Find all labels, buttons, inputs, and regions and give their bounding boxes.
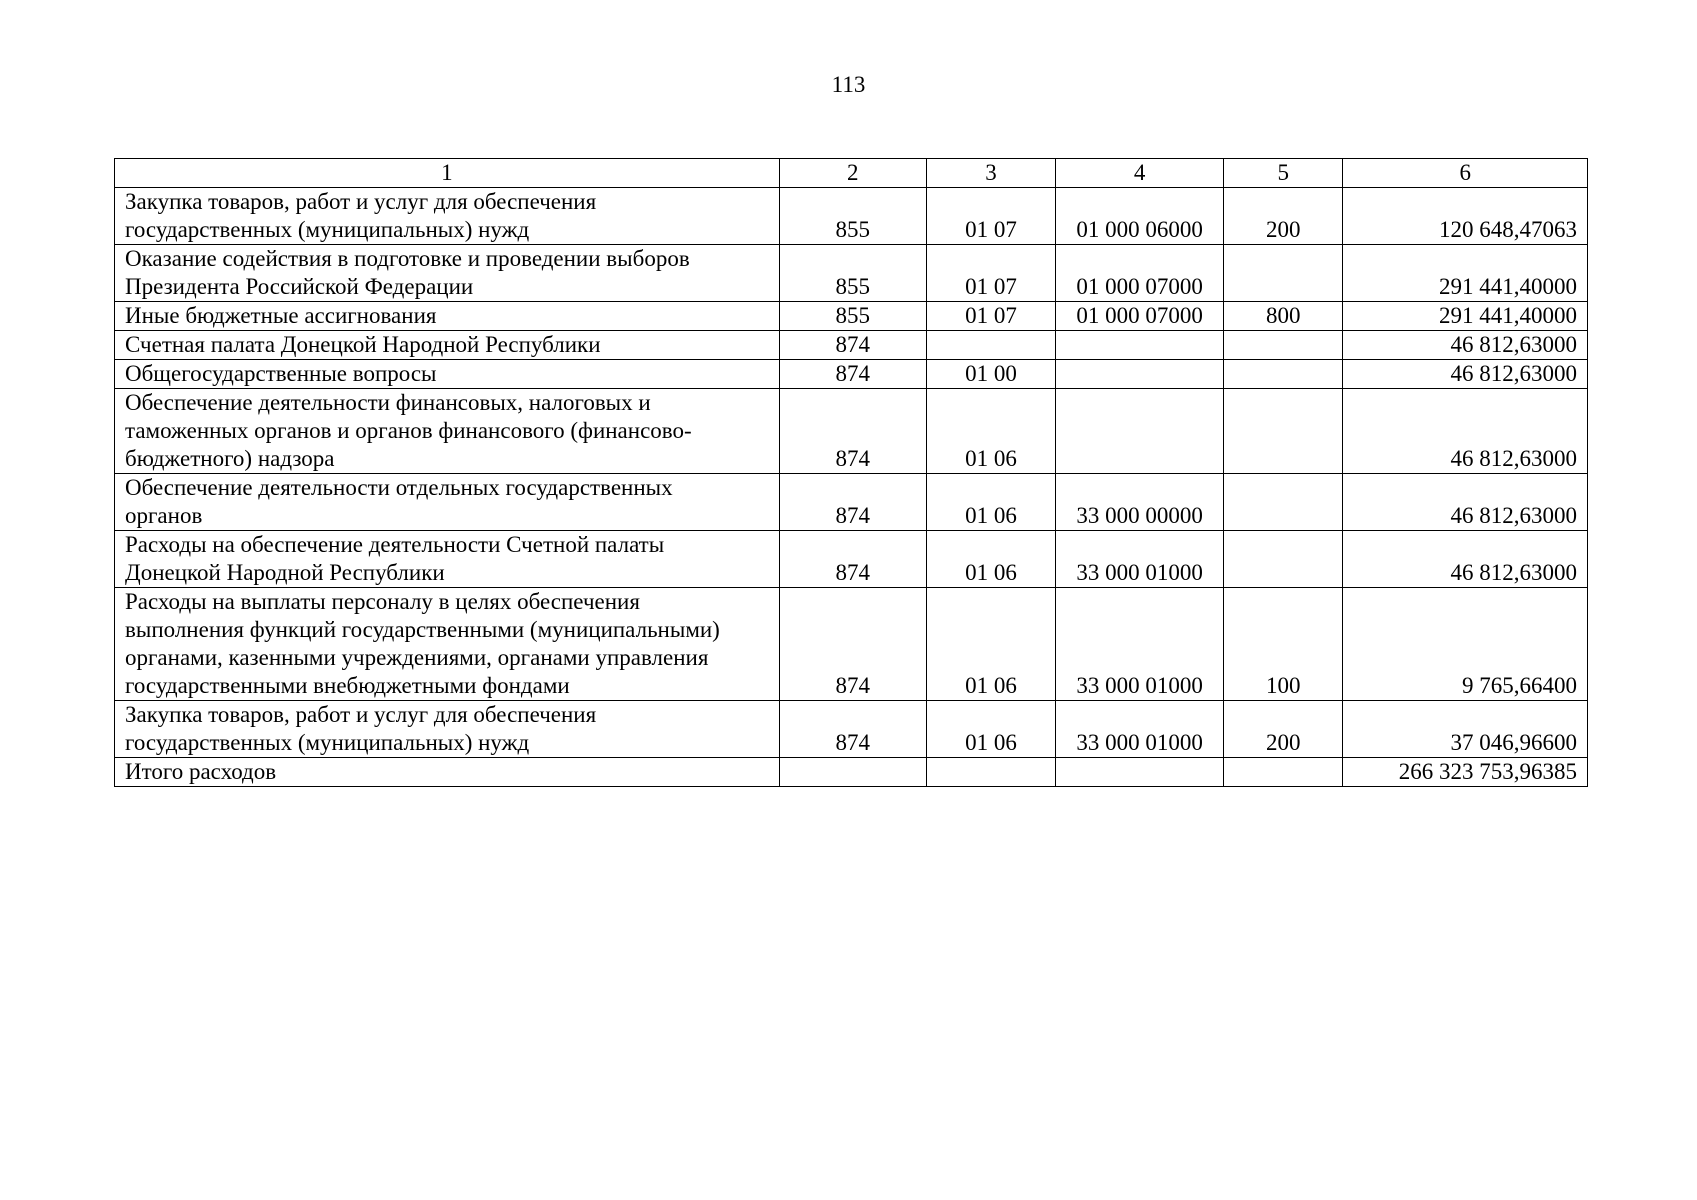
row-name-line: Закупка товаров, работ и услуг для обеспечения — [125, 702, 597, 727]
row-amount-cell: 46 812,63000 — [1343, 474, 1588, 531]
row-amount-cell: 46 812,63000 — [1343, 331, 1588, 360]
column-header-4: 4 — [1056, 159, 1224, 188]
row-name-cell — [115, 474, 780, 531]
row-code-cell: 855 — [779, 302, 926, 331]
row-section-cell: 01 07 — [926, 245, 1055, 302]
row-amount-cell: 291 441,40000 — [1343, 245, 1588, 302]
row-name-cell — [115, 360, 780, 389]
row-name-cell — [115, 245, 780, 302]
row-expense-type-cell — [1224, 360, 1343, 389]
row-code-cell: 874 — [779, 531, 926, 588]
row-amount-cell: 291 441,40000 — [1343, 302, 1588, 331]
row-section-cell: 01 06 — [926, 474, 1055, 531]
row-name-cell — [115, 331, 780, 360]
row-target-cell: 01 000 07000 — [1056, 302, 1224, 331]
row-section-cell — [926, 331, 1055, 360]
row-name-line: органами, казенными учреждениями, органами управления — [125, 645, 709, 670]
row-name-cell — [115, 188, 780, 245]
row-amount-cell: 120 648,47063 — [1343, 188, 1588, 245]
table-row — [115, 701, 1588, 758]
table-row — [115, 531, 1588, 588]
row-code-cell: 874 — [779, 331, 926, 360]
row-expense-type-cell: 100 — [1224, 588, 1343, 701]
row-name-line: выполнения функций государственными (муниципальными) — [125, 617, 720, 642]
table-row — [115, 474, 1588, 531]
table-row — [115, 360, 1588, 389]
row-target-cell: 33 000 01000 — [1056, 531, 1224, 588]
row-expense-type-cell — [1224, 474, 1343, 531]
row-target-cell: 33 000 00000 — [1056, 474, 1224, 531]
row-target-cell: 01 000 06000 — [1056, 188, 1224, 245]
row-amount-cell: 37 046,96600 — [1343, 701, 1588, 758]
row-section-cell: 01 00 — [926, 360, 1055, 389]
row-name-line: Счетная палата Донецкой Народной Республики — [125, 332, 601, 357]
budget-table — [114, 158, 1588, 787]
row-target-cell — [1056, 389, 1224, 474]
row-name-cell — [115, 389, 780, 474]
row-target-cell: 01 000 07000 — [1056, 245, 1224, 302]
row-name-cell — [115, 531, 780, 588]
table-row — [115, 758, 1588, 787]
row-name-line: Расходы на выплаты персоналу в целях обеспечения — [125, 589, 640, 614]
row-name-line: Расходы на обеспечение деятельности Счетной палаты — [125, 532, 665, 557]
row-name-line: таможенных органов и органов финансового (финансово- — [125, 418, 692, 443]
row-name-line: Обеспечение деятельности финансовых, налоговых и — [125, 390, 651, 415]
column-header-1: 1 — [115, 159, 780, 188]
row-code-cell: 874 — [779, 474, 926, 531]
page-number: 113 — [831, 72, 866, 97]
table-row — [115, 188, 1588, 245]
row-name-line: Закупка товаров, работ и услуг для обеспечения — [125, 189, 597, 214]
table-row — [115, 389, 1588, 474]
row-code-cell: 855 — [779, 188, 926, 245]
row-target-cell — [1056, 331, 1224, 360]
column-header-5: 5 — [1224, 159, 1343, 188]
row-name-line: Президента Российской Федерации — [125, 274, 474, 299]
row-section-cell: 01 06 — [926, 531, 1055, 588]
row-code-cell: 874 — [779, 360, 926, 389]
row-name-line: Общегосударственные вопросы — [125, 361, 437, 386]
row-section-cell: 01 07 — [926, 302, 1055, 331]
row-section-cell: 01 06 — [926, 701, 1055, 758]
table-row — [115, 302, 1588, 331]
row-name-cell — [115, 588, 780, 701]
row-amount-cell: 266 323 753,96385 — [1343, 758, 1588, 787]
row-code-cell — [779, 758, 926, 787]
budget-table-body — [115, 159, 1588, 787]
row-name-line: бюджетного) надзора — [125, 446, 335, 471]
row-section-cell: 01 06 — [926, 389, 1055, 474]
row-target-cell — [1056, 360, 1224, 389]
row-expense-type-cell — [1224, 531, 1343, 588]
row-target-cell — [1056, 758, 1224, 787]
table-header-row — [115, 159, 1588, 188]
row-name-cell — [115, 701, 780, 758]
row-expense-type-cell: 200 — [1224, 188, 1343, 245]
table-row — [115, 331, 1588, 360]
row-expense-type-cell — [1224, 245, 1343, 302]
row-amount-cell: 46 812,63000 — [1343, 531, 1588, 588]
row-amount-cell: 46 812,63000 — [1343, 360, 1588, 389]
row-name-line: Иные бюджетные ассигнования — [125, 303, 437, 328]
row-section-cell: 01 07 — [926, 188, 1055, 245]
row-name-line: государственных (муниципальных) нужд — [125, 217, 530, 242]
row-section-cell: 01 06 — [926, 588, 1055, 701]
row-name-line: государственных (муниципальных) нужд — [125, 730, 530, 755]
row-name-cell — [115, 302, 780, 331]
row-name-line: Оказание содействия в подготовке и проведении выборов — [125, 246, 690, 271]
column-header-6: 6 — [1343, 159, 1588, 188]
row-amount-cell: 46 812,63000 — [1343, 389, 1588, 474]
row-expense-type-cell — [1224, 331, 1343, 360]
row-amount-cell: 9 765,66400 — [1343, 588, 1588, 701]
table-row — [115, 245, 1588, 302]
row-expense-type-cell — [1224, 389, 1343, 474]
row-name-line: Итого расходов — [125, 759, 277, 784]
row-code-cell: 855 — [779, 245, 926, 302]
row-code-cell: 874 — [779, 389, 926, 474]
row-name-line: Донецкой Народной Республики — [125, 560, 445, 585]
row-expense-type-cell: 200 — [1224, 701, 1343, 758]
row-target-cell: 33 000 01000 — [1056, 588, 1224, 701]
row-section-cell — [926, 758, 1055, 787]
row-name-line: государственными внебюджетными фондами — [125, 673, 570, 698]
column-header-2: 2 — [779, 159, 926, 188]
table-row — [115, 588, 1588, 701]
row-code-cell: 874 — [779, 701, 926, 758]
row-code-cell: 874 — [779, 588, 926, 701]
row-name-line: Обеспечение деятельности отдельных государственных — [125, 475, 673, 500]
row-name-cell — [115, 758, 780, 787]
column-header-3: 3 — [926, 159, 1055, 188]
row-name-line: органов — [125, 503, 203, 528]
row-target-cell: 33 000 01000 — [1056, 701, 1224, 758]
row-expense-type-cell — [1224, 758, 1343, 787]
row-expense-type-cell: 800 — [1224, 302, 1343, 331]
